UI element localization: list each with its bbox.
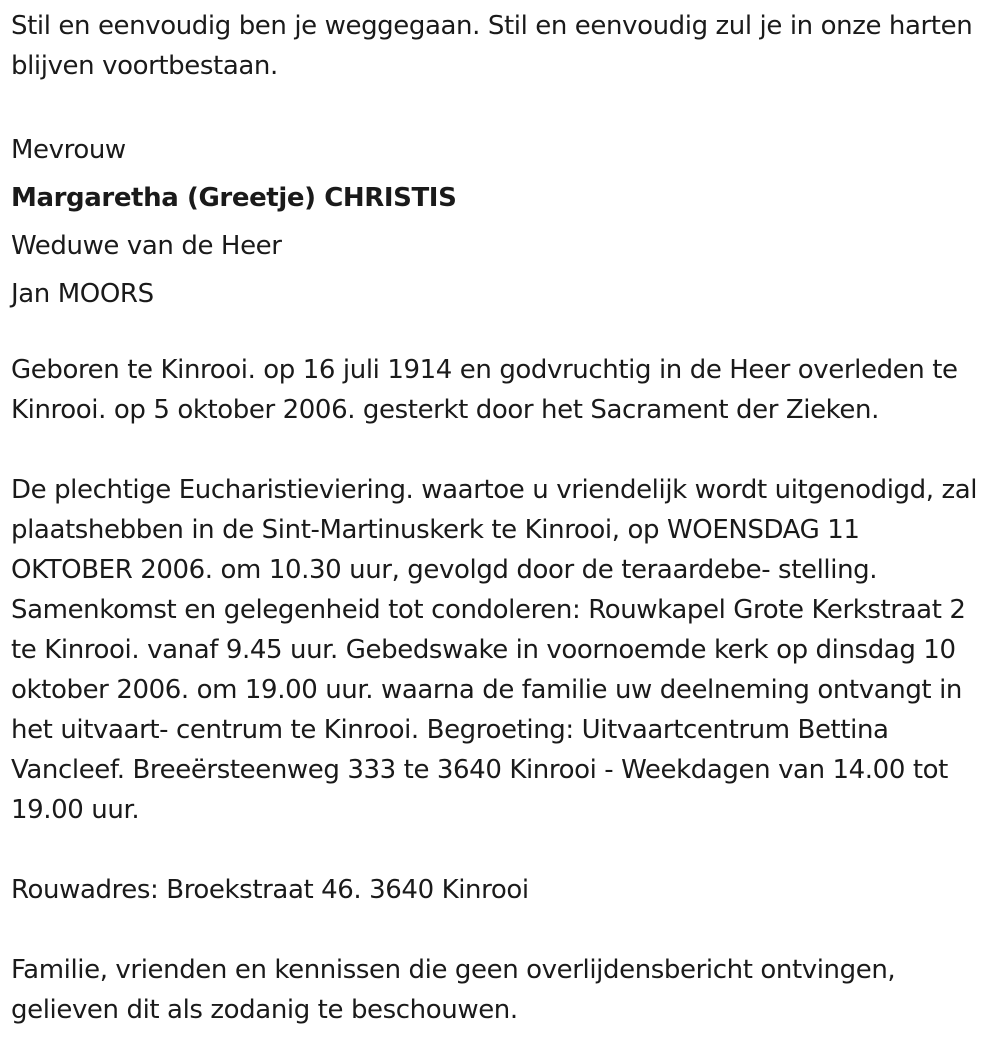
spouse-name: Jan MOORS	[11, 279, 154, 309]
mourning-address: Rouwadres: Broekstraat 46. 3640 Kinrooi	[11, 875, 529, 905]
birth-death-paragraph: Geboren te Kinrooi. op 16 juli 1914 en godvruchtig in de Heer overleden te Kinrooi. op 5 oktober 2006. gesterkt door het Sacrament der Zieken.	[11, 355, 958, 425]
closing-paragraph: Familie, vrienden en kennissen die geen overlijdensbericht ontvingen, gelieven dit als zodanig te beschouwen.	[11, 955, 896, 1025]
deceased-name: Margaretha (Greetje) CHRISTIS	[11, 183, 457, 213]
ceremony-paragraph: De plechtige Eucharistieviering. waartoe u vriendelijk wordt uitgenodigd, zal plaatshebben in de Sint-Martinuskerk te Kinrooi, op WOENSDAG 11 OKTOBER 2006. om 10.30 uur, gevolgd door de teraardebe- stelling. Samenkomst en gelegenheid tot condoleren: Rouwkapel Grote Kerkstraat 2 te Kinrooi. vanaf 9.45 uur. Gebedswake in voornoemde kerk op dinsdag 10 oktober 2006. om 19.00 uur. waarna de familie uw deelneming ontvangt in het uitvaart- centrum te Kinrooi. Begroeting: Uitvaartcentrum Bettina Vancleef. Breeërsteenweg 333 te 3640 Kinrooi - Weekdagen van 14.00 tot 19.00 uur.	[11, 475, 978, 825]
relation-text: Weduwe van de Heer	[11, 231, 282, 261]
opening-verse: Stil en eenvoudig ben je weggegaan. Stil en eenvoudig zul je in onze harten blijven voortbestaan.	[11, 11, 973, 81]
title-prefix: Mevrouw	[11, 135, 126, 165]
